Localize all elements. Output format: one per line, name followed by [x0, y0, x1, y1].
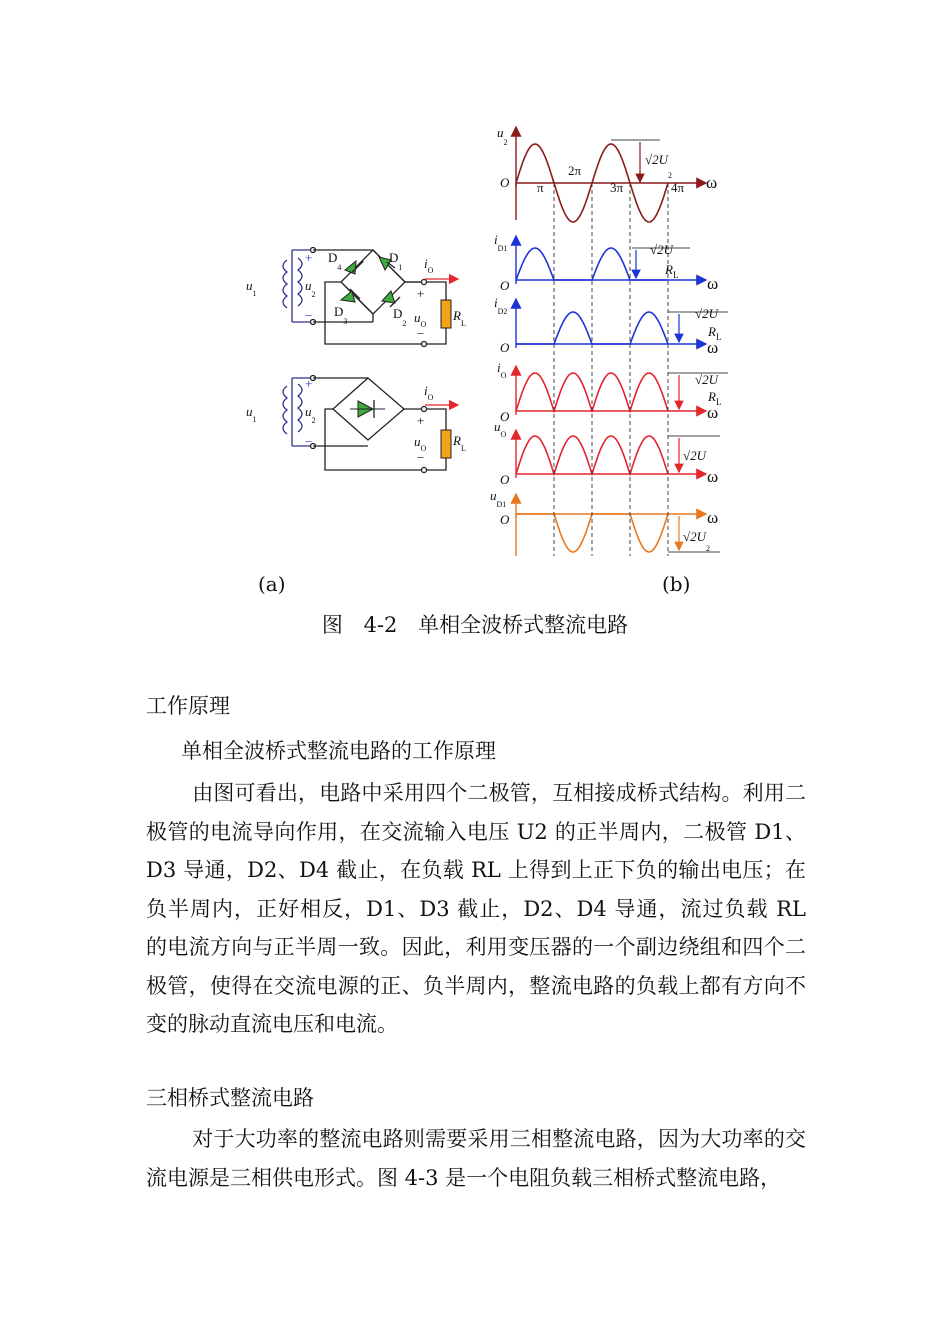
- label-u2-lower: $u_2$: [305, 404, 316, 425]
- label-u1-upper: $u_1$: [246, 278, 257, 298]
- amp-io: √2U: [695, 372, 719, 387]
- label-io: $i_O$: [497, 360, 507, 380]
- label-io-lower: $i_O$: [424, 383, 434, 402]
- label-uo: $u_O$: [494, 419, 507, 439]
- label-iD2: $i_{D2}$: [494, 295, 508, 316]
- bridge-diode-symbol: [350, 400, 385, 418]
- rectifier-figure: [0, 0, 950, 600]
- section-heading-principle: 工作原理: [146, 694, 230, 718]
- omega-u2: ω: [706, 173, 718, 192]
- label-rl-upper: $R_L$: [453, 308, 466, 328]
- origin-iD2: O: [500, 340, 510, 355]
- omega-uo: ω: [707, 467, 719, 486]
- plus-sign-output-lower: +: [417, 413, 425, 428]
- subfigure-label-b: (b): [662, 572, 691, 596]
- rl-iD2: $R_L$: [708, 324, 722, 342]
- origin-u2: O: [500, 175, 510, 190]
- rl-iD1: $R_L$: [665, 262, 679, 280]
- plus-sign-secondary-upper: +: [305, 250, 313, 265]
- diode-d2: [382, 291, 400, 307]
- tick-3pi: 3π: [610, 180, 624, 195]
- tick-4pi: 4π: [671, 180, 685, 195]
- diode-d4: [345, 261, 363, 274]
- label-u2-upper: $u_2$: [305, 278, 316, 299]
- load-resistor-upper: [441, 300, 451, 328]
- omega-iD1: ω: [707, 274, 719, 293]
- plus-sign-secondary-lower: +: [305, 376, 313, 391]
- paragraph-principle: 由图可看出，电路中采用四个二极管，互相接成桥式结构。利用二极管的电流导向作用，在交流输入电压 U2 的正半周内，二极管 D1、D3 导通，D2、D4 截止，在负载 RL 上得到上正下负的输出电压；在负半周内，正好相反，D1、D3 截止，D2、D4 导通，流过负载 RL 的电流方向与正半周一致。因此，利用变压器的一个副边绕组和四个二极管，使得在交流电源的正、负半周内，整流电路的负载上都有方向不变的脉动直流电压和电流。: [146, 781, 806, 1036]
- tick-pi: π: [537, 180, 544, 195]
- paragraph-three-phase: 对于大功率的整流电路则需要采用三相整流电路，因为大功率的交流电源是三相供电形式。图 4-3 是一个电阻负载三相桥式整流电路，: [146, 1127, 806, 1190]
- omega-iD2: ω: [707, 338, 719, 357]
- label-d4: $D_4$: [328, 250, 342, 272]
- label-d1: $D_1$: [389, 250, 403, 272]
- origin-uo: O: [500, 472, 510, 487]
- amp-iD2: √2U: [695, 306, 719, 321]
- amp-u2: $√2U_2$: [645, 152, 673, 180]
- rl-io: $R_L$: [708, 389, 722, 407]
- subsection-heading: 单相全波桥式整流电路的工作原理: [181, 739, 496, 763]
- omega-io: ω: [707, 403, 719, 422]
- origin-iD1: O: [500, 278, 510, 293]
- minus-sign-output-upper: −: [417, 326, 425, 341]
- label-rl-lower: $R_L$: [453, 433, 466, 453]
- load-resistor-lower: [441, 430, 451, 458]
- origin-uD1: O: [500, 512, 510, 527]
- label-uo-upper: $u_O$: [414, 310, 427, 329]
- omega-uD1: ω: [707, 508, 719, 527]
- label-uo-lower: $u_O$: [414, 434, 427, 453]
- label-u1-lower: $u_1$: [246, 404, 257, 424]
- section-heading-three-phase: 三相桥式整流电路: [146, 1086, 314, 1110]
- subfigure-label-a: (a): [258, 572, 286, 596]
- label-d3: $D_3$: [334, 304, 348, 326]
- plus-sign-output-upper: +: [417, 286, 425, 301]
- minus-sign-secondary-lower: −: [305, 434, 313, 449]
- period-guide-lines: [554, 183, 668, 556]
- label-d2: $D_2$: [393, 306, 407, 328]
- origin-io: O: [500, 409, 510, 424]
- label-iD1: $i_{D1}$: [494, 232, 508, 253]
- amp-uD1: $√2U_2$: [683, 529, 711, 553]
- amp-uo: √2U: [683, 448, 707, 463]
- tick-2pi: 2π: [568, 163, 582, 178]
- label-u2-axis: $u_2$: [497, 125, 508, 147]
- minus-sign-secondary-upper: −: [305, 308, 313, 323]
- uo-waveform: [516, 436, 668, 474]
- label-uD1: $u_{D1}$: [490, 488, 507, 509]
- amp-iD1: √2U: [650, 242, 674, 257]
- minus-sign-output-lower: −: [417, 450, 425, 465]
- figure-caption: 图 4-2 单相全波桥式整流电路: [321, 613, 629, 637]
- label-io-upper: $i_O$: [424, 256, 434, 275]
- io-waveform: [516, 373, 668, 411]
